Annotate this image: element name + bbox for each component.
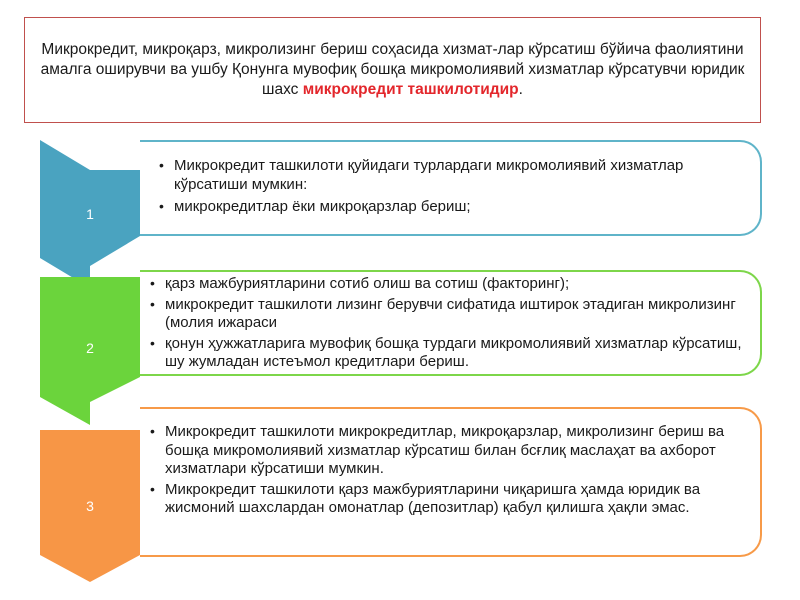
step-1-card [140,140,762,236]
step-1-bullet-2: • микрокредитлар ёки микроқарзлар бериш; [156,198,750,217]
step-3-card [140,407,762,557]
step-2-bullet-1: • қарз мажбуриятларини сотиб олиш ва сотиш (факторинг); [147,275,750,294]
definition-box [24,17,761,123]
step-3-bullet-1: • Микрокредит ташкилоти микрокредитлар, микроқарзлар, микролизинг бериш ва бошқа микромолиявий хизматлар кўрсатиш билан бсғлиқ маслаҳат ва ахборот хизматлари кўрсатиши мумкин. [147,423,750,479]
step-1-bullet-1: • Микрокредит ташкилоти қуйидаги турлардаги микромолиявий хизматлар кўрсатиши мумкин: [156,157,750,194]
step-2-number: 2 [86,340,94,356]
definition-main-text: Микрокредит, микроқарз, микролизинг бериш соҳасида хизмат-лар кўрсатиш бўйича фаолиятини амалга оширувчи ва ушбу Қонунга мувофиқ бошқа микромолиявий хизматлар кўрсатувчи юридик шахс [40,41,745,98]
definition-highlight: микрокредит ташкилотидир [302,81,519,98]
step-2-card [140,270,762,376]
definition-end: . [518,81,523,98]
step-2-bullet-3: • қонун ҳужжатларига мувофиқ бошқа турдаги микромолиявий хизматлар кўрсатиш, шу жумладан истеъмол кредитлари бериш. [147,335,750,372]
step-3-chevron [40,430,140,582]
definition-text [39,40,746,100]
step-2-bullet-2: • микрокредит ташкилоти лизинг берувчи сифатида иштирок этадиган микролизинг (молия ижараси [147,296,750,333]
step-1-chevron [40,140,140,288]
step-3-number: 3 [86,498,94,514]
step-2-chevron [40,277,140,425]
step-1-number: 1 [86,206,94,222]
step-3-bullet-2: • Микрокредит ташкилоти қарз мажбуриятларини чиқаришга ҳамда юридик ва жисмоний шахслардан омонатлар (депозитлар) қабул қилишга ҳақли эмас. [147,481,750,518]
